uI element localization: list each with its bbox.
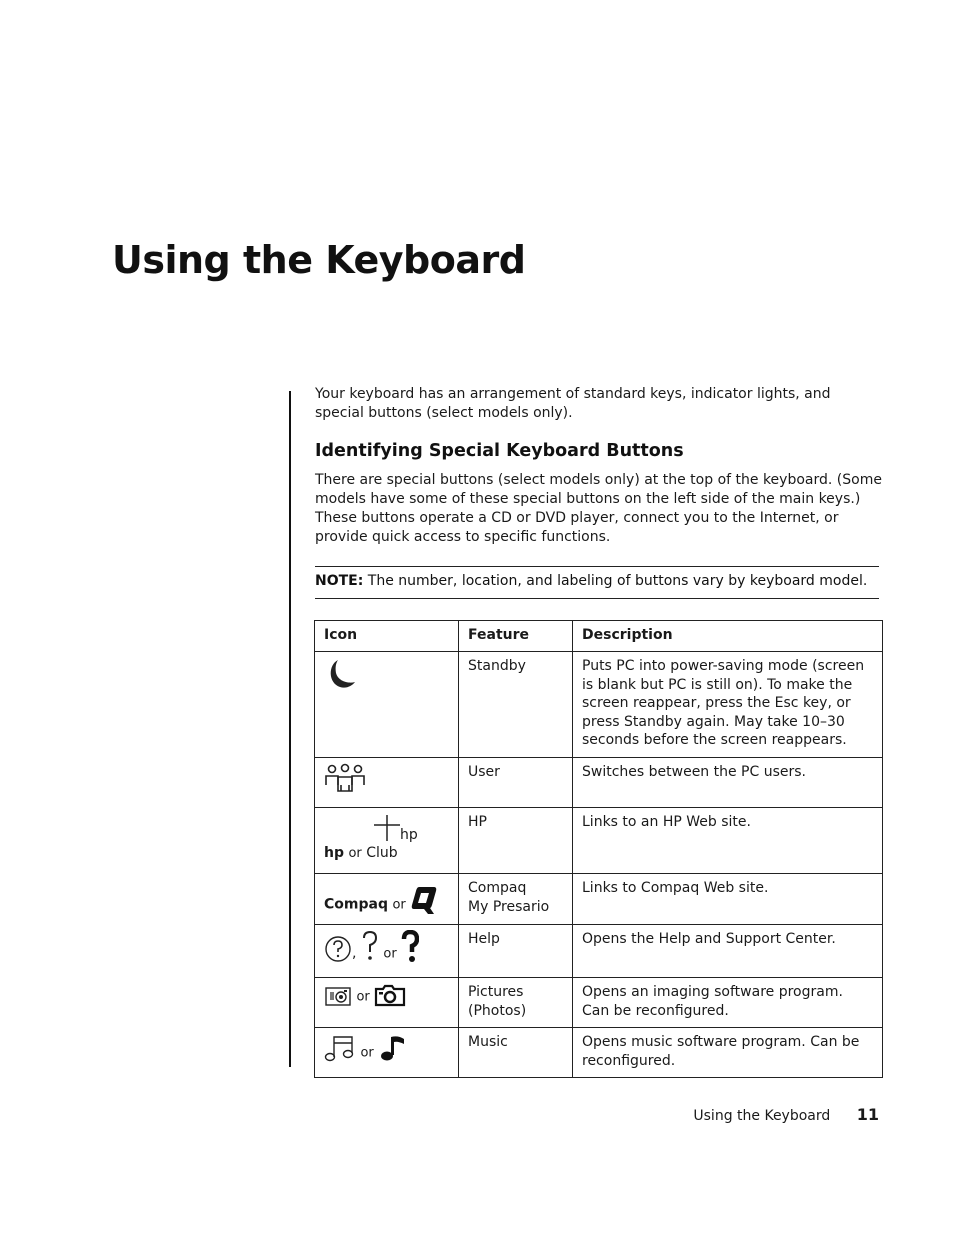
- header-description: Description: [573, 621, 883, 652]
- icon-cell: [315, 978, 459, 1028]
- hp-club-icon: [324, 813, 450, 865]
- note-text: The number, location, and labeling of buttons vary by keyboard model.: [367, 573, 868, 589]
- description-cell: Opens the Help and Support Center.: [573, 925, 883, 978]
- camera-icon: [324, 983, 450, 1007]
- or-label: or: [360, 1045, 374, 1061]
- table-row: [315, 978, 883, 1028]
- section-heading: Identifying Special Keyboard Buttons: [315, 441, 684, 461]
- description-cell: Opens an imaging software program. Can be reconfigured.: [573, 978, 883, 1028]
- feature-line: (Photos): [468, 1002, 527, 1019]
- feature-cell: Help: [459, 925, 573, 978]
- icon-cell: [315, 1028, 459, 1078]
- description-cell: Switches between the PC users.: [573, 758, 883, 808]
- feature-cell: HP: [459, 808, 573, 874]
- icon-cell: [315, 808, 459, 874]
- feature-cell: User: [459, 758, 573, 808]
- table-row: [315, 758, 883, 808]
- feature-line: Compaq: [468, 880, 527, 896]
- hp-brand-label: hp: [324, 845, 344, 861]
- table-row: [315, 874, 883, 925]
- description-cell: Opens music software program. Can be reconfigured.: [573, 1028, 883, 1078]
- moon-icon: [324, 674, 358, 690]
- margin-rule: [289, 391, 291, 1067]
- icon-cell: [315, 652, 459, 758]
- description-cell: Links to an HP Web site.: [573, 808, 883, 874]
- footer-chapter: Using the Keyboard: [693, 1108, 831, 1124]
- music-note-icon: [324, 1033, 450, 1063]
- hp-small-label: hp: [400, 827, 418, 843]
- page-footer: [693, 1105, 879, 1124]
- feature-line: My Presario: [468, 898, 550, 915]
- table-row: [315, 808, 883, 874]
- help-question-icon: [324, 930, 450, 964]
- icon-cell: [315, 874, 459, 925]
- keyboard-buttons-table: [314, 620, 883, 1078]
- or-label: or: [348, 846, 362, 861]
- intro-paragraph: Your keyboard has an arrangement of standard keys, indicator lights, and special buttons (select models only).: [315, 386, 831, 421]
- section-paragraph: There are special buttons (select models only) at the top of the keyboard. (Some models have some of these special buttons on the left side of the main keys.) These buttons operate a CD or DVD player, connect you to the Internet, or provide quick access to specific functions.: [315, 472, 882, 545]
- icon-cell: [315, 925, 459, 978]
- or-label: or: [383, 946, 397, 962]
- description-cell: Links to Compaq Web site.: [573, 874, 883, 925]
- description-cell: Puts PC into power-saving mode (screen is blank but PC is still on). To make the screen reappear, press the Esc key, or press Standby again. May take 10–30 seconds before the screen reappears.: [573, 652, 883, 758]
- icon-cell: [315, 758, 459, 808]
- note-label: NOTE:: [315, 573, 364, 589]
- page-number: 11: [856, 1105, 879, 1124]
- content-column: [315, 385, 883, 599]
- comma: ,: [352, 945, 357, 962]
- feature-cell: Music: [459, 1028, 573, 1078]
- feature-cell: Standby: [459, 652, 573, 758]
- feature-cell: [459, 874, 573, 925]
- feature-cell: [459, 978, 573, 1028]
- users-icon: [324, 776, 366, 792]
- feature-line: Pictures: [468, 984, 524, 1000]
- table-row: [315, 652, 883, 758]
- compaq-brand-label: Compaq: [324, 896, 388, 913]
- page-title: Using the Keyboard: [112, 238, 526, 282]
- header-feature: Feature: [459, 621, 573, 652]
- compaq-q-icon: [324, 879, 450, 915]
- table-header-row: [315, 621, 883, 652]
- note-box: [315, 566, 879, 599]
- table-row: [315, 1028, 883, 1078]
- or-label: or: [392, 897, 406, 913]
- or-label: or: [356, 989, 370, 1005]
- table-row: [315, 925, 883, 978]
- header-icon: Icon: [315, 621, 459, 652]
- club-label: Club: [366, 845, 398, 861]
